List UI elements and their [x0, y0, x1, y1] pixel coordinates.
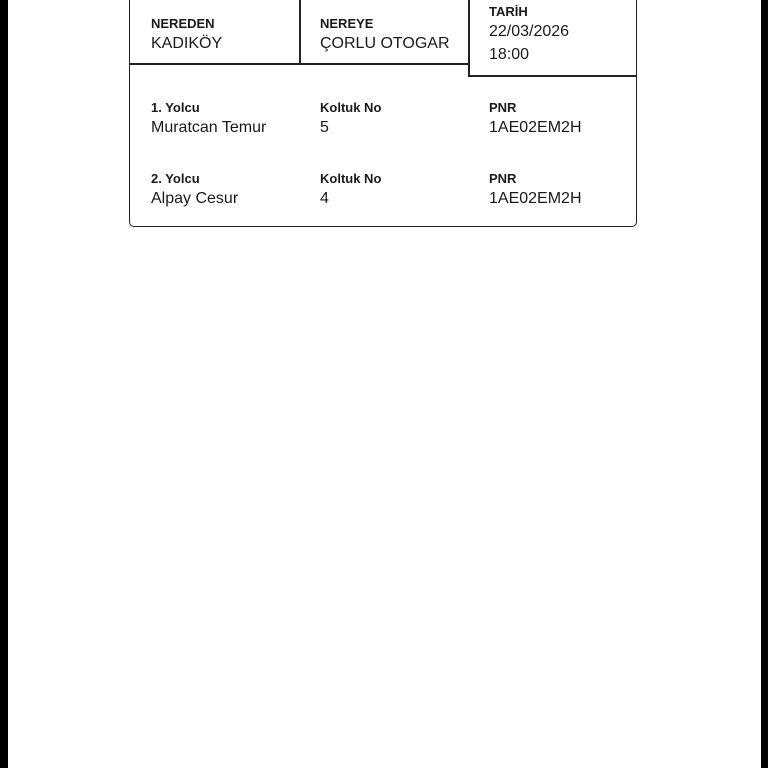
seat-number: 4: [320, 190, 329, 207]
date-label: TARİH: [489, 4, 528, 19]
date-cell-bottom-divider: [469, 75, 637, 77]
pnr-label: PNR: [489, 100, 517, 115]
from-to-divider: [299, 0, 301, 64]
seat-label: Koltuk No: [320, 171, 382, 186]
ticket-card: [129, 0, 637, 227]
passenger-label: 2. Yolcu: [151, 171, 200, 186]
passenger-label: 1. Yolcu: [151, 100, 200, 115]
pnr-label: PNR: [489, 171, 517, 186]
to-label: NEREYE: [320, 16, 374, 31]
from-label: NEREDEN: [151, 16, 215, 31]
seat-number: 5: [320, 119, 329, 136]
pnr-value: 1AE02EM2H: [489, 119, 582, 136]
passenger-name: Alpay Cesur: [151, 190, 239, 207]
time-value: 18:00: [489, 46, 530, 63]
from-value: KADIKÖY: [151, 35, 223, 52]
document-page: [8, 0, 761, 768]
to-date-divider: [468, 0, 470, 77]
pnr-value: 1AE02EM2H: [489, 190, 582, 207]
seat-label: Koltuk No: [320, 100, 382, 115]
date-value: 22/03/2026: [489, 23, 570, 40]
passenger-name: Muratcan Temur: [151, 119, 267, 136]
to-value: ÇORLU OTOGAR: [320, 35, 450, 52]
